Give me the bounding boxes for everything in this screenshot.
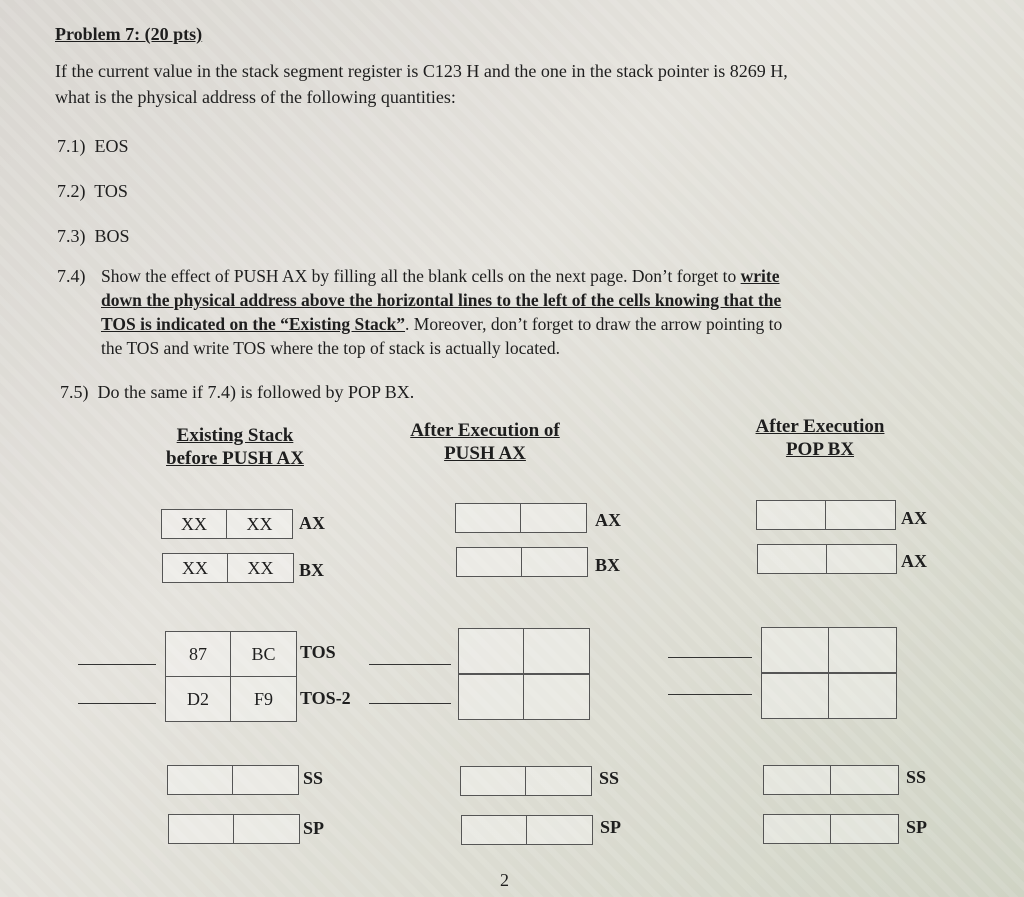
ax-high-byte[interactable] <box>455 503 521 533</box>
register-high-byte[interactable] <box>757 544 827 574</box>
register-low-byte[interactable] <box>827 544 897 574</box>
address-line <box>668 657 752 658</box>
ax-low-byte[interactable] <box>826 500 896 530</box>
pop-second-label: AX <box>901 551 927 571</box>
item-text: Do the same if 7.4) is followed by POP BX. <box>97 382 415 402</box>
ax-low-byte: XX <box>227 509 293 539</box>
ax-low-byte[interactable] <box>521 503 587 533</box>
stack-byte: F9 <box>231 676 297 722</box>
ss-high-byte[interactable] <box>460 766 526 796</box>
item-7-4-line-4: the TOS and write TOS where the top of stack is actually located. <box>101 338 560 358</box>
stack-byte: D2 <box>165 676 231 722</box>
item-text: BOS <box>94 226 130 246</box>
header-line: PUSH AX <box>444 443 526 464</box>
ax-high-byte: XX <box>161 509 227 539</box>
pop-second-register <box>757 544 897 574</box>
push-ax-label: AX <box>595 510 621 530</box>
stack-byte[interactable] <box>761 627 829 673</box>
ax-high-byte[interactable] <box>756 500 826 530</box>
existing-stack-top-row <box>165 631 297 677</box>
push-stack-top-row <box>458 628 590 674</box>
item-7-4-line-1 <box>101 265 780 287</box>
ss-high-byte[interactable] <box>167 765 233 795</box>
bx-low-byte: XX <box>228 553 294 583</box>
item-7-3 <box>57 225 130 247</box>
sp-low-byte[interactable] <box>234 814 300 844</box>
stack-byte[interactable] <box>829 627 897 673</box>
stack-byte: BC <box>231 631 297 677</box>
push-ax-register <box>455 503 587 533</box>
item-text: TOS <box>94 181 128 201</box>
existing-bx-label: BX <box>299 560 325 580</box>
existing-ss-register <box>167 765 299 795</box>
pop-stack-top-row <box>761 627 897 673</box>
existing-ax-register <box>161 509 293 539</box>
stack-byte: 87 <box>165 631 231 677</box>
sp-low-byte[interactable] <box>527 815 593 845</box>
tos-label: TOS <box>300 642 336 662</box>
sp-high-byte[interactable] <box>168 814 234 844</box>
pop-sp-register <box>763 814 899 844</box>
push-stack-bottom-row <box>458 674 590 720</box>
push-header <box>400 419 570 465</box>
item-number: 7.2) <box>57 181 86 201</box>
push-ss-label: SS <box>599 768 620 788</box>
address-line <box>78 703 156 704</box>
stack-byte[interactable] <box>458 628 524 674</box>
intro-line-1: If the current value in the stack segment register is C123 H and the one in the stack pointer is 8269 H, <box>55 61 788 81</box>
item-7-4-number: 7.4) <box>57 266 86 286</box>
page-number: 2 <box>500 870 509 890</box>
existing-ss-label: SS <box>303 768 324 788</box>
bx-low-byte[interactable] <box>522 547 588 577</box>
intro-line-2: what is the physical address of the following quantities: <box>55 87 456 107</box>
sp-high-byte[interactable] <box>461 815 527 845</box>
stack-byte[interactable] <box>458 674 524 720</box>
item-number: 7.1) <box>57 136 86 156</box>
bx-high-byte: XX <box>162 553 228 583</box>
existing-ax-label: AX <box>299 513 325 533</box>
stack-byte[interactable] <box>524 674 590 720</box>
item-number: 7.3) <box>57 226 86 246</box>
existing-stack-header <box>150 424 320 470</box>
existing-sp-register <box>168 814 300 844</box>
header-line: POP BX <box>785 439 855 460</box>
sp-high-byte[interactable] <box>763 814 831 844</box>
tos-minus-2-label: TOS-2 <box>300 688 351 708</box>
ss-low-byte[interactable] <box>831 765 899 795</box>
ss-low-byte[interactable] <box>526 766 592 796</box>
address-line <box>78 664 156 665</box>
pop-ss-label: SS <box>906 767 927 787</box>
pop-ss-register <box>763 765 899 795</box>
push-ss-register <box>460 766 592 796</box>
item-7-2 <box>57 180 128 202</box>
problem-title: Problem 7: (20 pts) <box>55 24 203 44</box>
item-number: 7.5) <box>60 382 89 402</box>
existing-stack-bottom-row <box>165 676 297 722</box>
emphasis: write <box>740 266 780 286</box>
address-line <box>668 694 752 695</box>
pop-stack-bottom-row <box>761 673 897 719</box>
item-7-1 <box>57 135 129 157</box>
push-sp-register <box>461 815 593 845</box>
address-line <box>369 703 451 704</box>
existing-sp-label: SP <box>303 818 325 838</box>
stack-byte[interactable] <box>524 628 590 674</box>
emphasis: TOS is indicated on the “Existing Stack” <box>101 314 406 334</box>
text: . Moreover, don’t forget to draw the arrow pointing to <box>405 314 783 334</box>
stack-byte[interactable] <box>829 673 897 719</box>
item-7-4-line-3 <box>101 313 782 335</box>
stack-byte[interactable] <box>761 673 829 719</box>
pop-ax-register <box>756 500 896 530</box>
push-sp-label: SP <box>600 817 622 837</box>
header-line: Existing Stack <box>176 425 294 446</box>
sp-low-byte[interactable] <box>831 814 899 844</box>
header-line: before PUSH AX <box>166 448 304 469</box>
item-text: EOS <box>94 136 129 156</box>
pop-ax-label: AX <box>901 508 927 528</box>
push-bx-register <box>456 547 588 577</box>
item-7-5 <box>60 381 414 403</box>
item-7-4-line-2: down the physical address above the horizontal lines to the left of the cells knowing that the <box>101 290 782 310</box>
address-line <box>369 664 451 665</box>
ss-low-byte[interactable] <box>233 765 299 795</box>
existing-bx-register <box>162 553 294 583</box>
text: Show the effect of PUSH AX by filling all the blank cells on the next page. Don’t forget to <box>101 266 741 286</box>
header-line: After Execution <box>755 416 885 437</box>
ss-high-byte[interactable] <box>763 765 831 795</box>
header-line: After Execution of <box>410 420 560 441</box>
push-bx-label: BX <box>595 555 621 575</box>
bx-high-byte[interactable] <box>456 547 522 577</box>
pop-sp-label: SP <box>906 817 928 837</box>
pop-header <box>735 415 905 461</box>
